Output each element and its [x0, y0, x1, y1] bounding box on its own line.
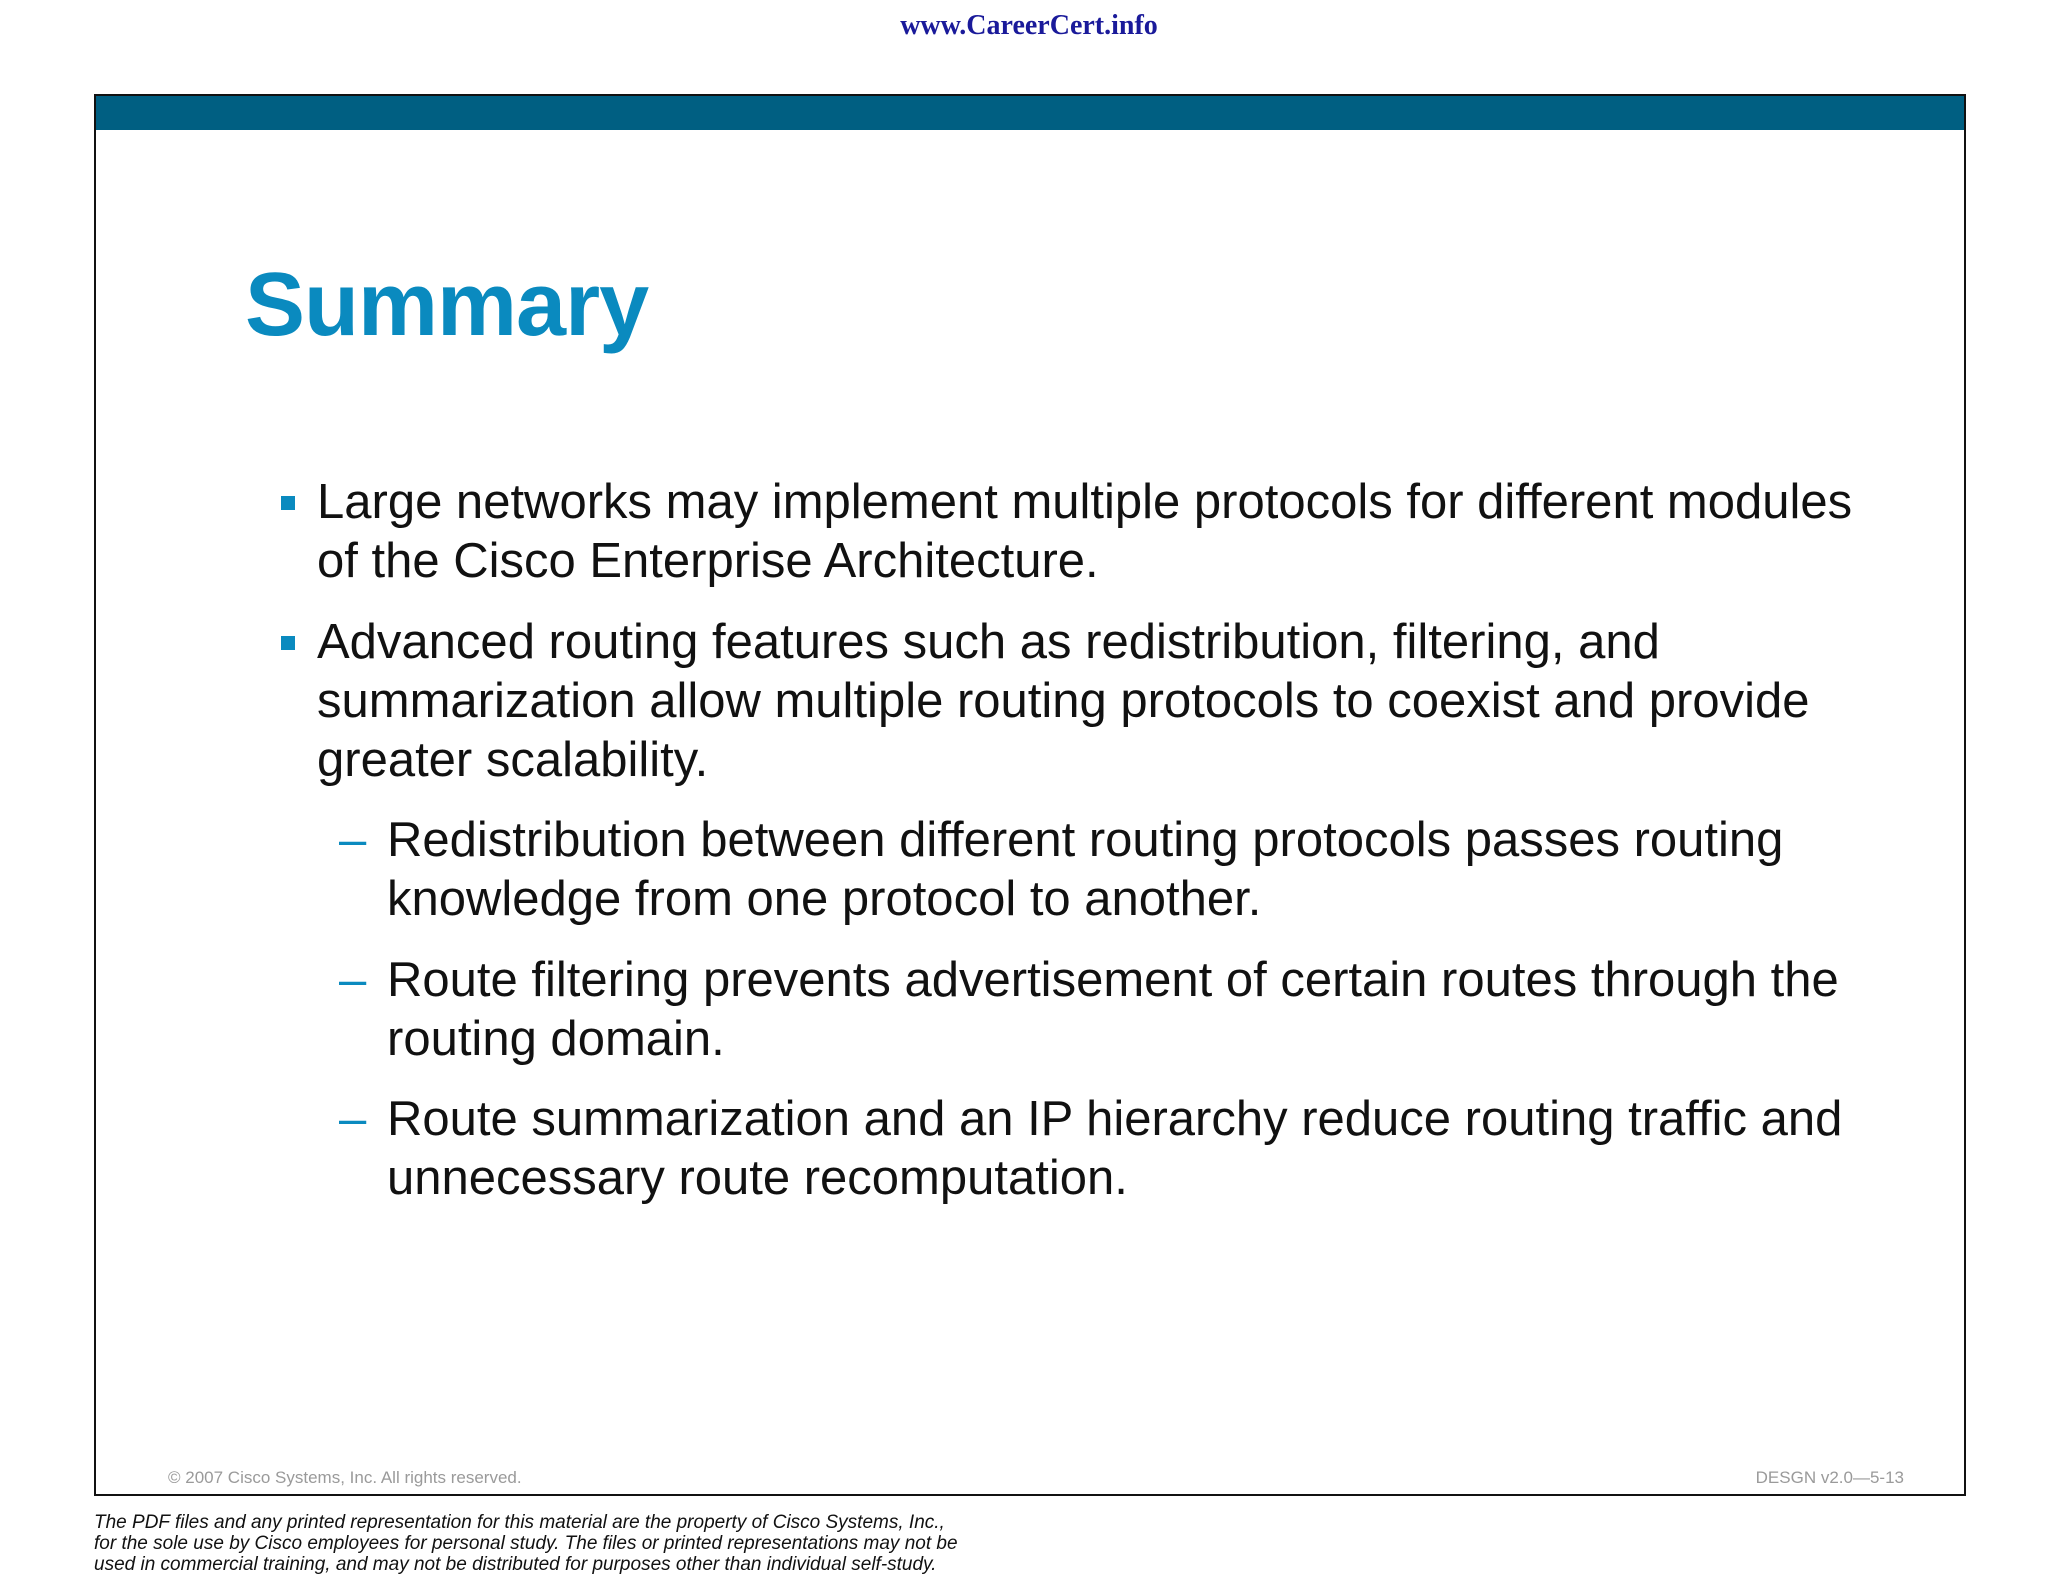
square-bullet-icon: [281, 496, 295, 510]
bullet-text: Advanced routing features such as redistribution, filtering, and summarization allow multiple routing protocols to coexist and provide greater scalability.: [317, 615, 1810, 787]
sub-bullet-item: [339, 1090, 1947, 1208]
slide: [94, 94, 1966, 1496]
bullet-text: Large networks may implement multiple protocols for different modules of the Cisco Enterprise Architecture.: [317, 475, 1853, 588]
sub-bullet-text: Redistribution between different routing protocols passes routing knowledge from one protocol to another.: [387, 813, 1784, 926]
bullet-item: [317, 473, 1877, 591]
slide-title: Summary: [245, 255, 649, 355]
disclaimer: [94, 1512, 1094, 1575]
slide-header-band: [96, 96, 1964, 130]
slide-version: DESGN v2.0—5-13: [1755, 1468, 1904, 1487]
sub-bullet-item: [339, 951, 1947, 1069]
careercert-link[interactable]: www.CareerCert.info: [900, 10, 1158, 41]
disclaimer-line: The PDF files and any printed representation for this material are the property of Cisco Systems, Inc.,: [94, 1512, 945, 1533]
dash-bullet-icon: –: [339, 813, 367, 867]
dash-bullet-icon: –: [339, 1092, 367, 1146]
sub-bullet-text: Route summarization and an IP hierarchy reduce routing traffic and unnecessary route recomputation.: [387, 1092, 1843, 1205]
sub-bullet-text: Route filtering prevents advertisement of certain routes through the routing domain.: [387, 953, 1839, 1066]
disclaimer-line: used in commercial training, and may not be distributed for purposes other than individual self-study.: [94, 1554, 937, 1575]
copyright-notice: © 2007 Cisco Systems, Inc. All rights reserved.: [168, 1468, 522, 1487]
sub-bullet-item: [339, 811, 1947, 929]
bullet-item: [317, 613, 1877, 790]
dash-bullet-icon: –: [339, 953, 367, 1007]
disclaimer-line: for the sole use by Cisco employees for personal study. The files or printed representations may not be: [94, 1533, 958, 1554]
square-bullet-icon: [281, 636, 295, 650]
